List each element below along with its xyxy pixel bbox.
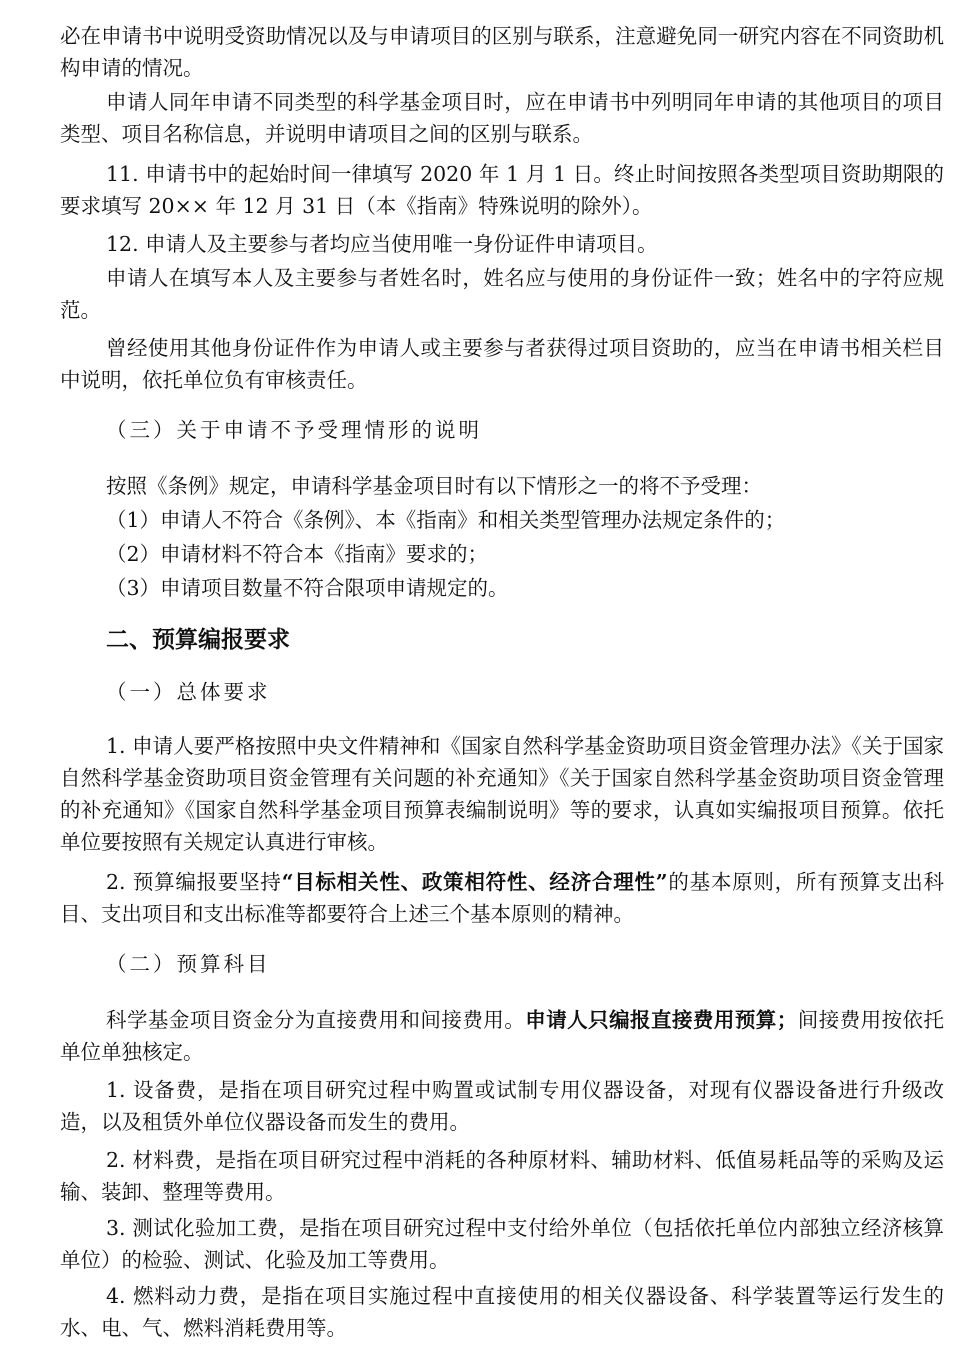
paragraph-general-requirement-1: 1. 申请人要严格按照中央文件精神和《国家自然科学基金资助项目资金管理办法》《关于国家自然科学基金资助项目资金管理有关问题的补充通知》《关于国家自然科学基金资助项目资金管理的补充通知》《国家自然科学基金项目预算表编制说明》等的要求，认真如实编报项目预算。依托单位要按照有关规定认真进行审核。 [60, 734, 944, 854]
paragraph-name-consistency: 申请人在填写本人及主要参与者姓名时，姓名应与使用的身份证件一致；姓名中的字符应规范。 [60, 266, 944, 322]
paragraph-item-11: 11. 申请书中的起始时间一律填写 2020 年 1 月 1 日。终止时间按照各类型项目资助期限的要求填写 20×× 年 12 月 31 日（本《指南》特殊说明的除外）。 [60, 162, 944, 218]
paragraph-other-id: 曾经使用其他身份证件作为申请人或主要参与者获得过项目资助的，应当在申请书相关栏目中说明，依托单位负有审核责任。 [60, 336, 944, 392]
requirement-2-lead: 2. 预算编报要坚持 [106, 870, 282, 894]
list-item-1: （1）申请人不符合《条例》、本《指南》和相关类型管理办法规定条件的； [106, 508, 786, 532]
categories-rest: 间接费用按依托单位单独核定。 [60, 1008, 945, 1064]
list-item-2: （2）申请材料不符合本《指南》要求的； [106, 542, 489, 566]
paragraph-fuel-power-cost: 4. 燃料动力费，是指在项目实施过程中直接使用的相关仪器设备、科学装置等运行发生的水、电、气、燃料消耗费用等。 [60, 1284, 944, 1340]
direct-cost-emphasis: 申请人只编报直接费用预算； [525, 1008, 798, 1032]
three-principles-emphasis: “目标相关性、政策相符性、经济合理性” [281, 870, 668, 894]
list-item-3: （3）申请项目数量不符合限项申请规定的。 [106, 576, 509, 600]
paragraph-regulation-intro: 按照《条例》规定，申请科学基金项目时有以下情形之一的将不予受理： [106, 474, 762, 498]
paragraph-item-12: 12. 申请人及主要参与者均应当使用唯一身份证件申请项目。 [106, 232, 658, 256]
paragraph-testing-cost: 3. 测试化验加工费，是指在项目研究过程中支付给外单位（包括依托单位内部独立经济核算单位）的检验、测试、化验及加工等费用。 [60, 1216, 944, 1272]
subsection-heading-3: （三）关于申请不予受理情形的说明 [106, 418, 482, 442]
paragraph-same-year-applications: 申请人同年申请不同类型的科学基金项目时，应在申请书中列明同年申请的其他项目的项目类型、项目名称信息，并说明申请项目之间的区别与联系。 [60, 90, 944, 146]
section-heading-2: 二、预算编报要求 [106, 627, 290, 653]
categories-lead: 科学基金项目资金分为直接费用和间接费用。 [106, 1008, 526, 1032]
subsection-heading-2: （二）预算科目 [106, 952, 271, 976]
paragraph-material-cost: 2. 材料费，是指在项目研究过程中消耗的各种原材料、辅助材料、低值易耗品等的采购及运输、装卸、整理等费用。 [60, 1148, 944, 1204]
requirement-2-rest: 的基本原则，所有预算支出科目、支出项目和支出标准等都要符合上述三个基本原则的精神。 [60, 870, 945, 926]
paragraph-general-requirement-2 [60, 866, 944, 930]
paragraph-funding-distinction: 必在申请书中说明受资助情况以及与申请项目的区别与联系，注意避免同一研究内容在不同资助机构申请的情况。 [60, 24, 944, 80]
paragraph-equipment-cost: 1. 设备费，是指在项目研究过程中购置或试制专用仪器设备，对现有仪器设备进行升级改造，以及租赁外单位仪器设备而发生的费用。 [60, 1078, 944, 1134]
paragraph-budget-categories [60, 1004, 944, 1068]
subsection-heading-1: （一）总体要求 [106, 680, 271, 704]
